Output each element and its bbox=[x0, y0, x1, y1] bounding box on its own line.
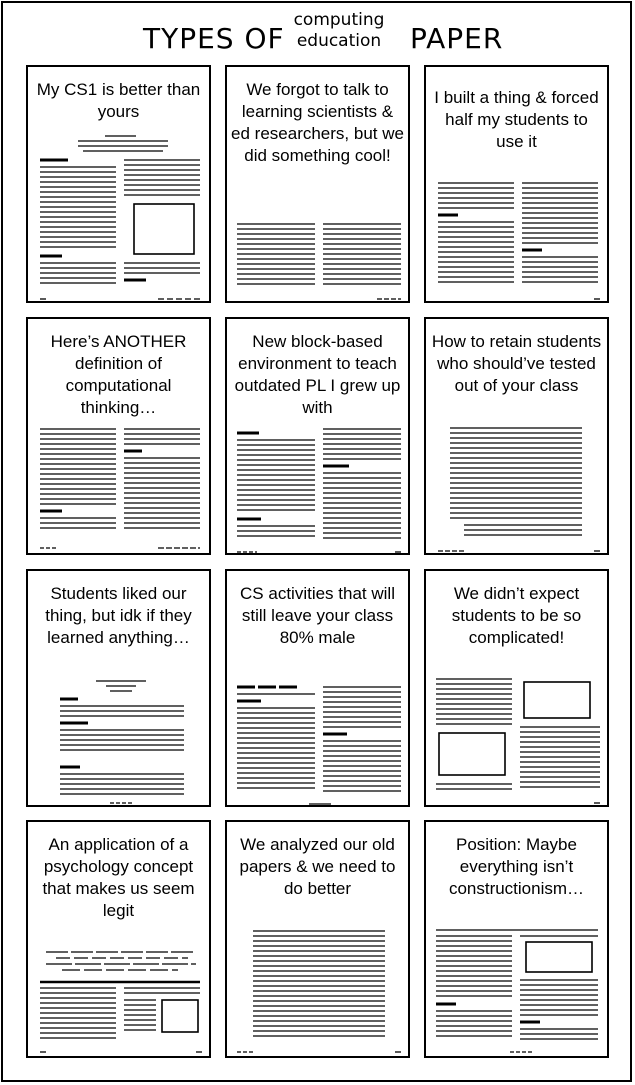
paper-title: We forgot to talk to learning scientists & ed researchers, but we did something cool! bbox=[231, 80, 404, 165]
panel-paper-8 bbox=[225, 569, 410, 807]
paper-body-lines bbox=[426, 67, 611, 305]
paper-title: I built a thing & forced half my students to use it bbox=[434, 88, 599, 151]
paper-title: An application of a psychology concept that makes us seem legit bbox=[42, 835, 195, 920]
paper-title: My CS1 is better than yours bbox=[36, 80, 201, 121]
paper-title: Here’s ANOTHER definition of computational thinking… bbox=[50, 332, 187, 417]
title-right-word: PAPER bbox=[410, 22, 504, 55]
paper-title: We didn’t expect students to be so complicated! bbox=[451, 584, 582, 647]
paper-body-lines bbox=[28, 67, 213, 305]
paper-body-lines bbox=[426, 571, 611, 809]
paper-title: How to retain students who should’ve tested out of your class bbox=[431, 332, 602, 395]
panel-paper-11 bbox=[225, 820, 410, 1058]
panel-paper-7 bbox=[26, 569, 211, 807]
paper-title: We analyzed our old papers & we need to do better bbox=[239, 835, 396, 898]
paper-body-lines bbox=[28, 571, 213, 809]
paper-body-lines bbox=[227, 822, 412, 1060]
panel-paper-12 bbox=[424, 820, 609, 1058]
panel-paper-3 bbox=[424, 65, 609, 303]
paper-body-lines bbox=[227, 319, 412, 557]
panel-paper-4 bbox=[26, 317, 211, 555]
paper-body-lines bbox=[227, 67, 412, 305]
paper-body-lines bbox=[28, 822, 213, 1060]
paper-title: Position: Maybe everything isn’t constructionism… bbox=[448, 835, 585, 898]
title-subtitle: computing education bbox=[293, 10, 385, 51]
panel-paper-6 bbox=[424, 317, 609, 555]
paper-title: New block-based environment to teach outdated PL I grew up with bbox=[234, 332, 401, 417]
paper-title: CS activities that will still leave your class 80% male bbox=[240, 584, 395, 647]
panel-paper-10 bbox=[26, 820, 211, 1058]
paper-body-lines bbox=[227, 571, 412, 809]
panel-paper-1 bbox=[26, 65, 211, 303]
panel-paper-5 bbox=[225, 317, 410, 555]
title-left-word: TYPES OF bbox=[143, 22, 285, 55]
panel-paper-2 bbox=[225, 65, 410, 303]
panel-paper-9 bbox=[424, 569, 609, 807]
paper-body-lines bbox=[426, 822, 611, 1060]
paper-body-lines bbox=[426, 319, 611, 557]
comic-title bbox=[0, 10, 635, 60]
paper-body-lines bbox=[28, 319, 213, 557]
paper-title: Students liked our thing, but idk if they learned anything… bbox=[45, 584, 192, 647]
